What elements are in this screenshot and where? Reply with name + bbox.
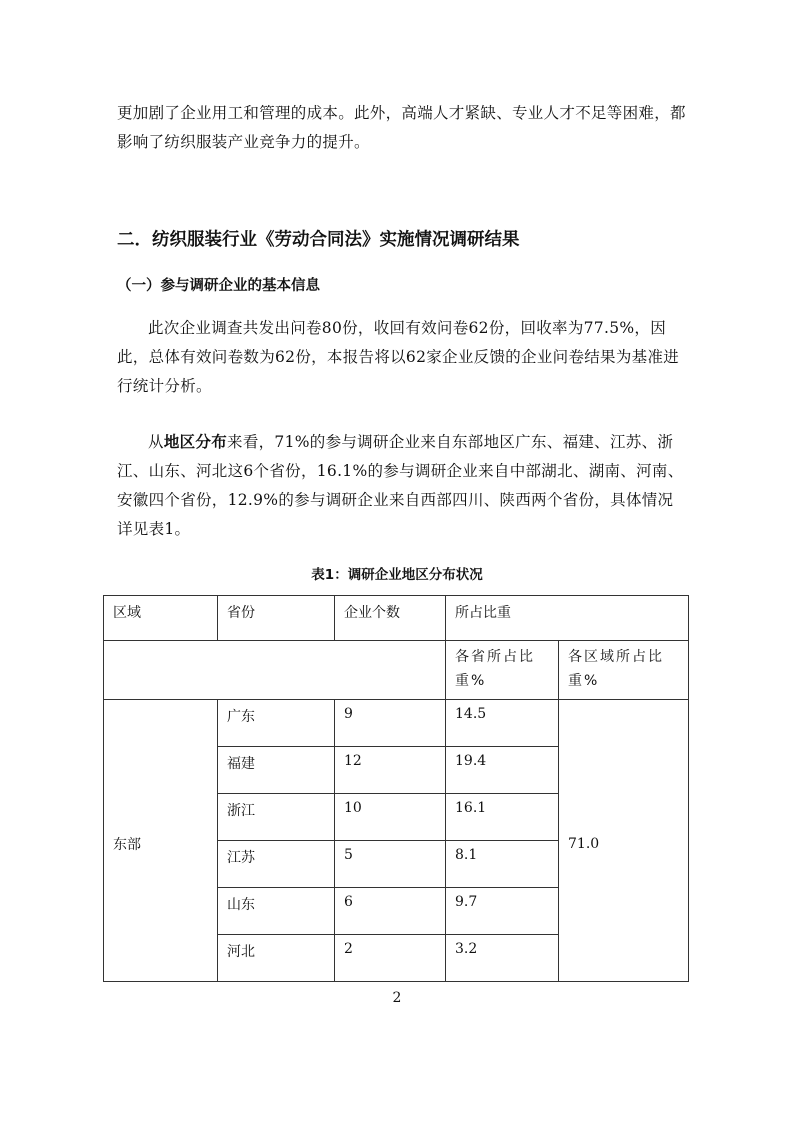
header-province: 省份 bbox=[218, 596, 335, 641]
cell-share: 19.4 bbox=[446, 747, 559, 794]
paragraph-region-pre: 从 bbox=[148, 433, 164, 451]
cell-count: 9 bbox=[335, 700, 446, 747]
cell-share: 8.1 bbox=[446, 841, 559, 888]
cell-province: 广东 bbox=[218, 700, 335, 747]
cell-share: 9.7 bbox=[446, 888, 559, 935]
table-subheader-row bbox=[104, 641, 689, 700]
paragraph-survey: 此次企业调查共发出问卷80份，收回有效问卷62份，回收率为77.5%，因此，总体有效问卷数为62份，本报告将以62家企业反馈的企业问卷结果为基准进行统计分析。 bbox=[117, 319, 680, 395]
paragraph-region-bold: 地区分布 bbox=[163, 433, 228, 451]
cell-province: 江苏 bbox=[218, 841, 335, 888]
paragraph-region-post: 来看，71%的参与调研企业来自东部地区广东、福建、江苏、浙江、山东、河北这6个省份，16.1%的参与调研企业来自中部湖北、湖南、河南、安徽四个省份，12.9%的参与调研企业来自西部四川、陕西两个省份，具体情况详见表1。 bbox=[117, 433, 684, 538]
cell-count: 12 bbox=[335, 747, 446, 794]
header-region: 区域 bbox=[104, 596, 218, 641]
table-header-row bbox=[104, 596, 689, 641]
cell-province: 福建 bbox=[218, 747, 335, 794]
cell-region-share: 71.0 bbox=[559, 700, 689, 982]
cell-province: 山东 bbox=[218, 888, 335, 935]
table-row bbox=[104, 700, 689, 747]
cell-province: 浙江 bbox=[218, 794, 335, 841]
cell-share: 16.1 bbox=[446, 794, 559, 841]
subsection-heading: （一）参与调研企业的基本信息 bbox=[117, 278, 320, 294]
cell-share: 3.2 bbox=[446, 935, 559, 982]
paragraph-region bbox=[117, 428, 687, 544]
header-count: 企业个数 bbox=[335, 596, 446, 641]
cell-share: 14.5 bbox=[446, 700, 559, 747]
page-number: 2 bbox=[392, 990, 402, 1006]
subheader-province-share: 各省所占比重% bbox=[446, 641, 559, 700]
subheader-empty bbox=[104, 641, 446, 700]
cell-count: 2 bbox=[335, 935, 446, 982]
cell-count: 6 bbox=[335, 888, 446, 935]
cell-count: 5 bbox=[335, 841, 446, 888]
region-distribution-table bbox=[103, 595, 689, 982]
header-share: 所占比重 bbox=[446, 596, 689, 641]
cell-region: 东部 bbox=[104, 700, 218, 982]
cell-province: 河北 bbox=[218, 935, 335, 982]
section-heading: 二．纺织服装行业《劳动合同法》实施情况调研结果 bbox=[117, 230, 520, 250]
subheader-region-share: 各区域所占比重% bbox=[559, 641, 689, 700]
table-caption: 表1：调研企业地区分布状况 bbox=[311, 567, 483, 583]
paragraph-continuation: 更加剧了企业用工和管理的成本。此外，高端人才紧缺、专业人才不足等困难，都影响了纺织服装产业竞争力的提升。 bbox=[117, 104, 686, 151]
cell-count: 10 bbox=[335, 794, 446, 841]
